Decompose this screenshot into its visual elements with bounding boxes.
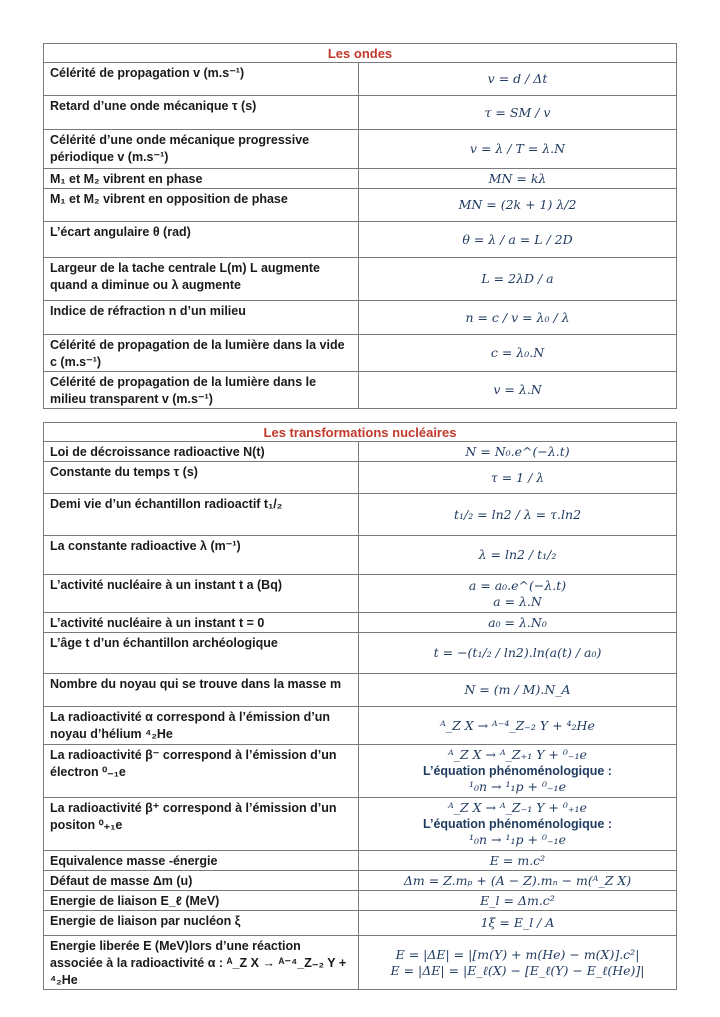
nuclear-formula-10 [359, 798, 677, 851]
nuclear-formula-10b: ¹₀n → ¹₁p + ⁰₋₁e [469, 832, 566, 847]
nuclear-label-9: La radioactivité β⁻ correspond à l’émission d’un électron ⁰₋₁e [44, 745, 359, 798]
waves-formula-8: c = λ₀.N [359, 335, 677, 372]
waves-formula-6: L = 2λD / a [359, 258, 677, 301]
waves-label-6: Largeur de la tache centrale L(m) L augmente quand a diminue ou λ augmente [44, 258, 359, 301]
nuclear-label-5: L’activité nucléaire à un instant t = 0 [44, 613, 359, 633]
nuclear-formula-3: λ = ln2 / t₁/₂ [359, 536, 677, 575]
nuclear-label-2: Demi vie d’un échantillon radioactif t₁/₂ [44, 494, 359, 536]
waves-title: Les ondes [44, 44, 677, 63]
nuclear-formula-9a: ᴬ_Z X → ᴬ_Z₊₁ Y + ⁰₋₁e [448, 747, 587, 762]
nuclear-formula-9 [359, 745, 677, 798]
nuclear-formula-8: ᴬ_Z X → ᴬ⁻⁴_Z₋₂ Y + ⁴₂He [359, 707, 677, 745]
nuclear-formula-13: E_l = Δm.c² [359, 891, 677, 911]
nuclear-formula-15 [359, 936, 677, 990]
waves-formula-0: v = d / Δt [359, 63, 677, 96]
nuclear-label-1: Constante du temps τ (s) [44, 462, 359, 494]
waves-formula-4: MN = (2k + 1) λ/2 [359, 189, 677, 222]
nuclear-note-10: L’équation phénoménologique : [423, 817, 612, 831]
waves-label-5: L’écart angulaire θ (rad) [44, 222, 359, 258]
nuclear-title: Les transformations nucléaires [44, 423, 677, 442]
nuclear-formula-15b: E = |ΔE| = |E_ℓ(X) − [E_ℓ(Y) − E_ℓ(He)]| [390, 962, 645, 978]
nuclear-table [43, 422, 677, 990]
nuclear-label-6: L’âge t d’un échantillon archéologique [44, 633, 359, 674]
waves-formula-3: MN = kλ [359, 169, 677, 189]
nuclear-formula-0: N = N₀.e^(−λ.t) [359, 442, 677, 462]
waves-label-8: Célérité de propagation de la lumière dans la vide c (m.s⁻¹) [44, 335, 359, 372]
waves-label-2: Célérité d’une onde mécanique progressive périodique v (m.s⁻¹) [44, 130, 359, 169]
nuclear-formula-15a: E = |ΔE| = |[m(Y) + m(He) − m(X)].c²| [395, 946, 640, 962]
nuclear-formula-2: t₁/₂ = ln2 / λ = τ.ln2 [359, 494, 677, 536]
nuclear-label-11: Equivalence masse -énergie [44, 851, 359, 871]
nuclear-label-13: Energie de liaison E_ℓ (MeV) [44, 891, 359, 911]
waves-formula-5: θ = λ / a = L / 2D [359, 222, 677, 258]
nuclear-label-8: La radioactivité α correspond à l’émission d’un noyau d’hélium ⁴₂He [44, 707, 359, 745]
nuclear-formula-6: t = −(t₁/₂ / ln2).ln(a(t) / a₀) [359, 633, 677, 674]
nuclear-label-10: La radioactivité β⁺ correspond à l’émission d’un positon ⁰₊₁e [44, 798, 359, 851]
nuclear-formula-4b: a = λ.N [493, 593, 542, 609]
nuclear-formula-4a: a = a₀.e^(−λ.t) [468, 577, 567, 593]
waves-label-4: M₁ et M₂ vibrent en opposition de phase [44, 189, 359, 222]
nuclear-label-7: Nombre du noyau qui se trouve dans la masse m [44, 674, 359, 707]
waves-label-7: Indice de réfraction n d’un milieu [44, 301, 359, 335]
nuclear-note-9: L’équation phénoménologique : [423, 764, 612, 778]
waves-label-1: Retard d’une onde mécanique τ (s) [44, 96, 359, 130]
nuclear-formula-9b: ¹₀n → ¹₁p + ⁰₋₁e [469, 779, 566, 794]
nuclear-label-4: L’activité nucléaire à un instant t a (Bq) [44, 575, 359, 613]
waves-formula-7: n = c / v = λ₀ / λ [359, 301, 677, 335]
nuclear-formula-7: N = (m / M).N_A [359, 674, 677, 707]
nuclear-label-12: Défaut de masse Δm (u) [44, 871, 359, 891]
nuclear-label-14: Energie de liaison par nucléon ξ [44, 911, 359, 936]
waves-formula-9: v = λ.N [359, 372, 677, 409]
nuclear-label-0: Loi de décroissance radioactive N(t) [44, 442, 359, 462]
waves-label-9: Célérité de propagation de la lumière dans le milieu transparent v (m.s⁻¹) [44, 372, 359, 409]
nuclear-label-15: Energie liberée E (MeV)lors d’une réaction associée à la radioactivité α : ᴬ_Z X → ᴬ⁻⁴_Z₋₂ Y + ⁴₂He [44, 936, 359, 990]
nuclear-formula-12: Δm = Z.mₚ + (A − Z).mₙ − m(ᴬ_Z X) [359, 871, 677, 891]
waves-formula-2: v = λ / T = λ.N [359, 130, 677, 169]
nuclear-formula-5: a₀ = λ.N₀ [359, 613, 677, 633]
waves-formula-1: τ = SM / v [359, 96, 677, 130]
nuclear-label-3: La constante radioactive λ (m⁻¹) [44, 536, 359, 575]
nuclear-formula-1: τ = 1 / λ [359, 462, 677, 494]
waves-label-3: M₁ et M₂ vibrent en phase [44, 169, 359, 189]
waves-label-0: Célérité de propagation v (m.s⁻¹) [44, 63, 359, 96]
nuclear-formula-11: E = m.c² [359, 851, 677, 871]
nuclear-formula-4 [359, 575, 677, 613]
nuclear-formula-10a: ᴬ_Z X → ᴬ_Z₋₁ Y + ⁰₊₁e [448, 800, 587, 815]
waves-table [43, 43, 677, 409]
nuclear-formula-14: 1ξ = E_l / A [359, 911, 677, 936]
